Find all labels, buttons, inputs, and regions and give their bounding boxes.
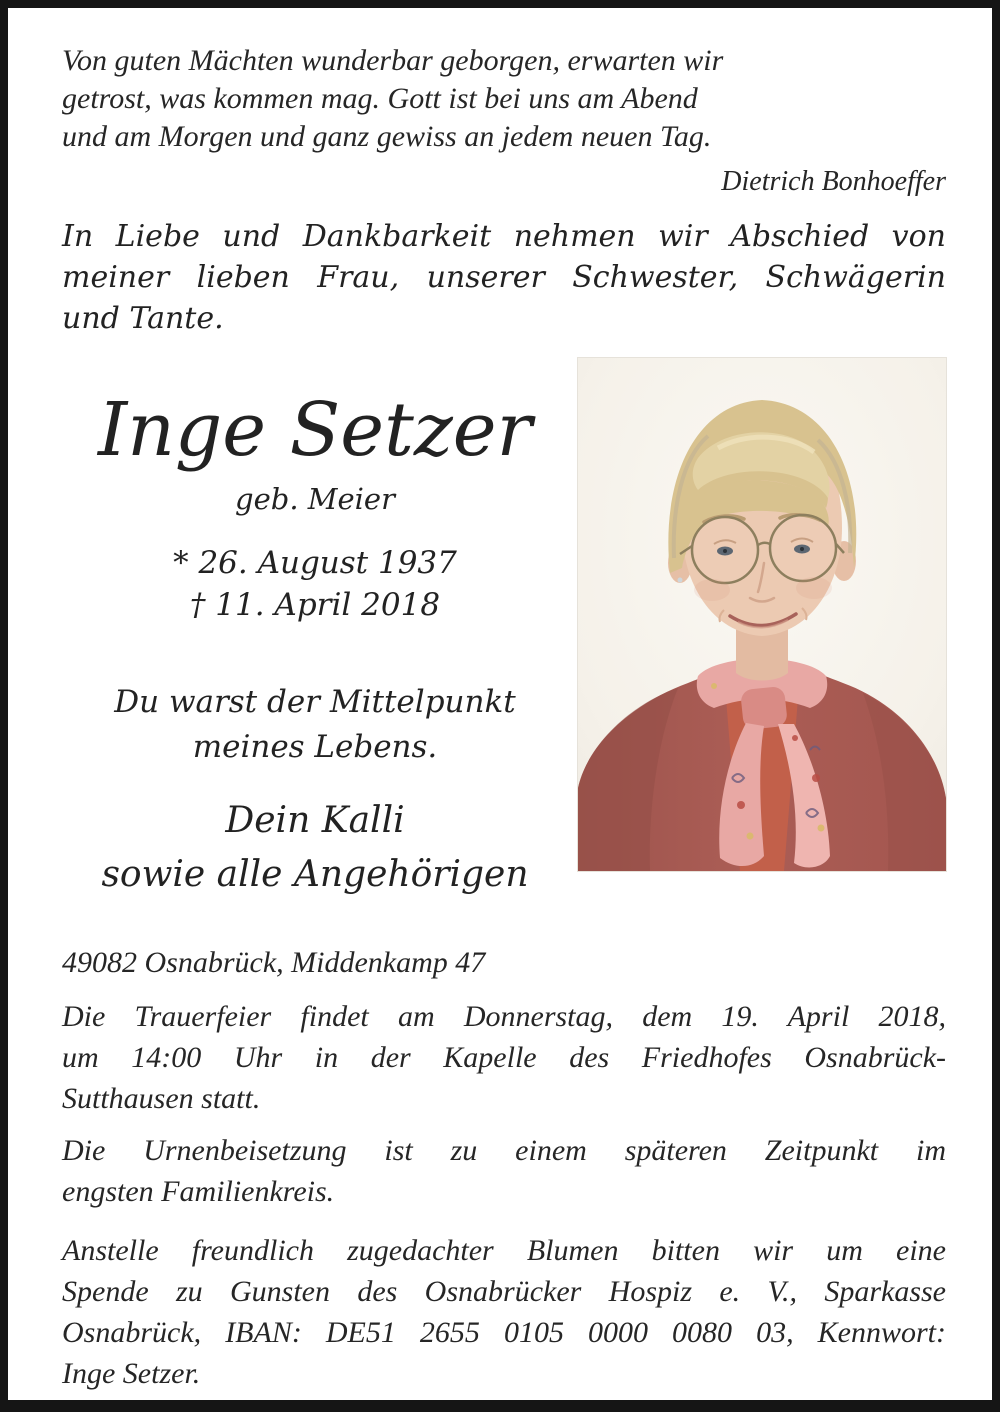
deceased-name: Inge Setzer [98, 387, 532, 473]
donation-line: Spende zu Gunsten des Osnabrücker Hospiz e. V., Sparkasse [62, 1275, 946, 1308]
intro-line: und Tante. [62, 301, 224, 336]
donation-line: Inge Setzer. [62, 1357, 201, 1390]
mourner-line: sowie alle Angehörigen [101, 854, 529, 895]
intro-line: In Liebe und Dankbarkeit nehmen wir Abschied von [62, 219, 946, 254]
donation-line: Osnabrück, IBAN: DE51 2655 0105 0000 0080 03, Kennwort: [62, 1316, 946, 1349]
tribute-line: Du warst der Mittelpunkt [114, 684, 516, 720]
tribute-line: meines Lebens. [192, 729, 438, 765]
home-address: 49082 Osnabrück, Middenkamp 47 [62, 946, 486, 979]
funeral-line: um 14:00 Uhr in der Kapelle des Friedhofes Osnabrück- [62, 1041, 946, 1074]
urn-line: engsten Familienkreis. [62, 1175, 335, 1208]
quote-line: und am Morgen und ganz gewiss an jedem neuen Tag. [62, 120, 712, 153]
mourners-signature [40, 794, 590, 902]
quote-line: getrost, was kommen mag. Gott ist bei uns am Abend [62, 82, 698, 115]
tribute-verse [40, 680, 590, 770]
portrait-illustration [578, 358, 946, 871]
deceased-birth-name: geb. Meier [235, 482, 395, 516]
donation-line: Anstelle freundlich zugedachter Blumen bitten wir um eine [62, 1234, 946, 1267]
funeral-service-paragraph [62, 996, 946, 1119]
urn-line: Die Urnenbeisetzung ist zu einem späteren Zeitpunkt im [62, 1134, 946, 1167]
intro-paragraph [62, 216, 946, 339]
deceased-birth-date: * 26. August 1937 [173, 545, 457, 581]
urn-burial-paragraph [62, 1130, 946, 1212]
funeral-line: Sutthausen statt. [62, 1082, 261, 1115]
quote-attribution: Dietrich Bonhoeffer [721, 166, 946, 197]
funeral-line: Die Trauerfeier findet am Donnerstag, dem 19. April 2018, [62, 1000, 946, 1033]
opening-quote [62, 42, 946, 156]
deceased-death-date: † 11. April 2018 [189, 587, 441, 623]
quote-line: Von guten Mächten wunderbar geborgen, erwarten wir [62, 44, 724, 77]
donation-paragraph [62, 1230, 946, 1394]
intro-line: meiner lieben Frau, unserer Schwester, Schwägerin [62, 260, 946, 295]
mourner-line: Dein Kalli [225, 800, 405, 841]
portrait-photo [578, 358, 946, 871]
